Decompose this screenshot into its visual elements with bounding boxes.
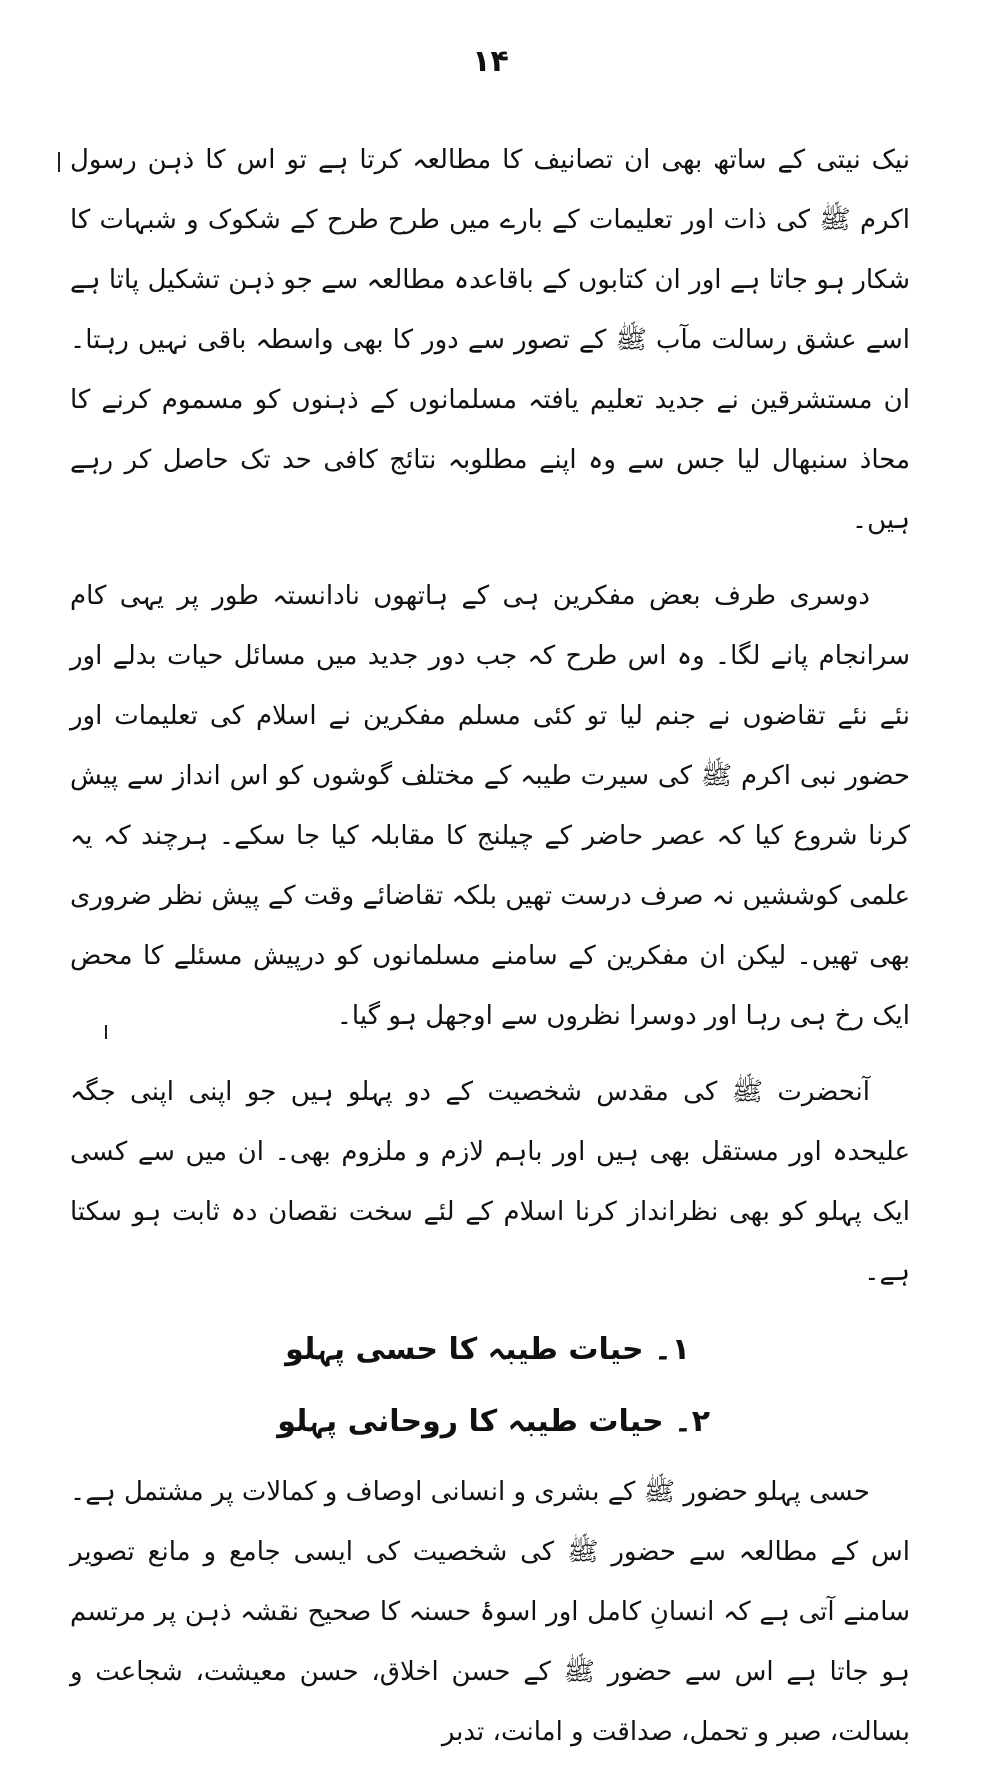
heading-spiritual-aspect: ۲۔ حیات طیبہ کا روحانی پہلو [277, 1404, 710, 1439]
page-body [70, 130, 910, 1778]
paragraph-two-aspects: آنحضرت ﷺ کی مقدس شخصیت کے دو پہلو ہیں جو اپنی اپنی جگہ علیحدہ اور مستقل بھی ہیں اور باہم لازم و ملزوم بھی۔ ان میں سے کسی ایک پہلو کو بھی نظرانداز کرنا اسلام کے لئے سخت نقصان دہ ثابت ہو سکتا ہے۔ [70, 1077, 910, 1287]
page-number: ۱۴ [472, 44, 509, 79]
paragraph-thinkers: دوسری طرف بعض مفکرین ہی کے ہاتھوں نادانستہ طور پر یہی کام سرانجام پانے لگا۔ وہ اس طرح کہ جب دور جدید میں مسائل حیات بدلے اور نئے نئے تقاضوں نے جنم لیا تو کئی مسلم مفکرین نے اسلام کی تعلیمات اور حضور نبی اکرم ﷺ کی سیرت طیبہ کے مختلف گوشوں کو اس انداز سے پیش کرنا شروع کیا کہ عصر حاضر کے چیلنج کا مقابلہ کیا جا سکے۔ ہرچند کہ یہ علمی کوششیں نہ صرف درست تھیں بلکہ تقاضائے وقت کے پیش نظر ضروری بھی تھیں۔ لیکن ان مفکرین کے سامنے مسلمانوں کو درپیش مسئلے کا محض ایک رخ ہی رہا اور دوسرا نظروں سے اوجھل ہو گیا۔ [70, 581, 910, 1031]
paragraph-orientalists: نیک نیتی کے ساتھ بھی ان تصانیف کا مطالعہ کرتا ہے تو اس کا ذہن رسول اکرم ﷺ کی ذات اور تعلیمات کے بارے میں طرح طرح کے شکوک و شبہات کا شکار ہو جاتا ہے اور ان کتابوں کے باقاعدہ مطالعہ سے جو ذہن تشکیل پاتا ہے اسے عشق رسالت مآب ﷺ کے تصور سے دور کا بھی واسطہ باقی نہیں رہتا۔ ان مستشرقین نے جدید تعلیم یافتہ مسلمانوں کے ذہنوں کو مسموم کرنے کا محاذ سنبھال لیا جس سے وہ اپنے مطلوبہ نتائج کافی حد تک حاصل کر رہے ہیں۔ [70, 145, 910, 535]
paragraph-sensory-aspect: حسی پہلو حضور ﷺ کے بشری و انسانی اوصاف و کمالات پر مشتمل ہے۔ اس کے مطالعہ سے حضور ﷺ کی شخصیت کی ایسی جامع و مانع تصویر سامنے آتی ہے کہ انسانِ کامل اور اسوۂ حسنہ کا صحیح نقشہ ذہن پر مرتسم ہو جاتا ہے اس سے حضور ﷺ کے حسن اخلاق، حسن معیشت، شجاعت و بسالت، صبر و تحمل، صداقت و امانت، تدبر [70, 1477, 910, 1747]
margin-mark [58, 152, 60, 172]
heading-sensory-aspect: ۱۔ حیات طیبہ کا حسی پہلو [285, 1332, 690, 1367]
